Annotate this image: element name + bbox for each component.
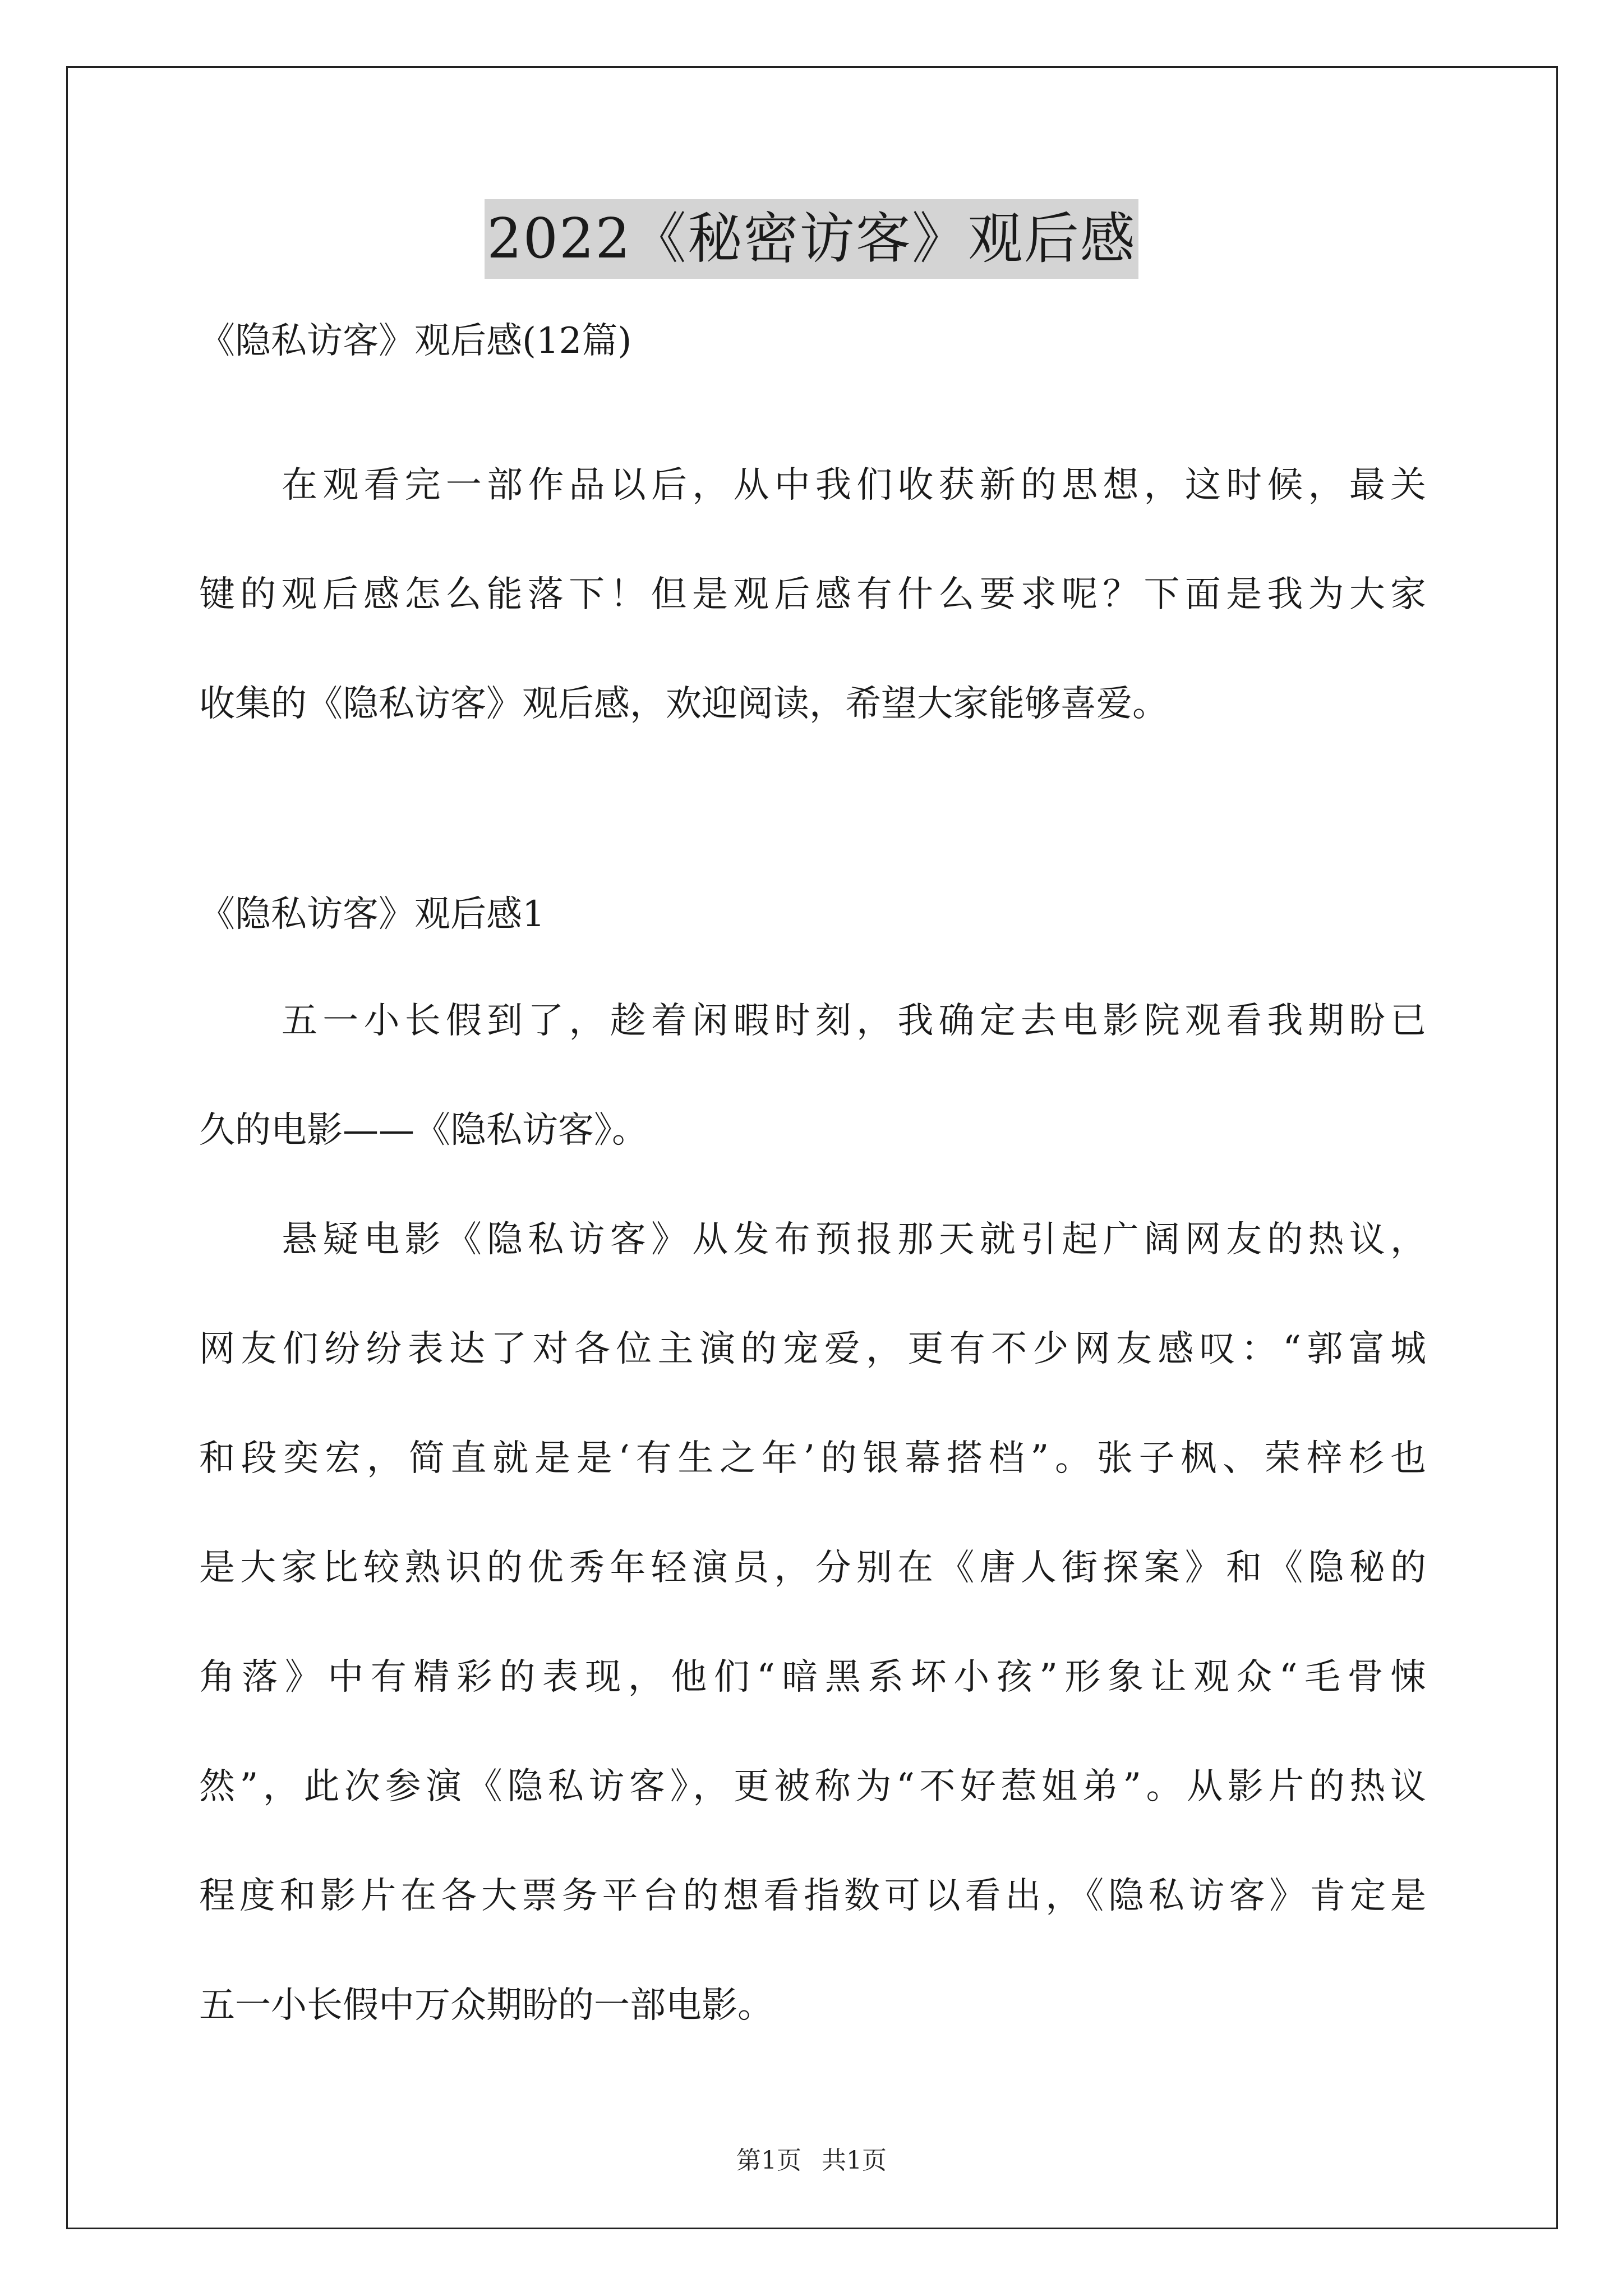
intro-line: 键的观后感怎么能落下！但是观后感有什么要求呢？下面是我为大家	[199, 574, 1426, 615]
paragraph-line: 悬疑电影《隐私访客》从发布预报那天就引起广阔网友的热议，	[282, 1219, 1426, 1260]
intro-line: 收集的《隐私访客》观后感，欢迎阅读，希望大家能够喜爱。	[199, 683, 1168, 725]
title-container	[0, 199, 1623, 279]
paragraph-line: 是大家比较熟识的优秀年轻演员，分别在《唐人街探案》和《隐秘的	[199, 1547, 1426, 1589]
paragraph-line: 角落》中有精彩的表现，他们“暗黑系坏小孩”形象让观众“毛骨悚	[199, 1657, 1426, 1698]
intro-line: 在观看完一部作品以后，从中我们收获新的思想，这时候，最关	[282, 464, 1426, 506]
paragraph-line: 和段奕宏，简直就是是‘有生之年’的银幕搭档”。张子枫、荣梓杉也	[199, 1438, 1426, 1479]
paragraph-line: 网友们纷纷表达了对各位主演的宠爱，更有不少网友感叹：“郭富城	[199, 1328, 1426, 1370]
document-subtitle: 《隐私访客》观后感(12篇)	[199, 320, 632, 362]
paragraph-line: 五一小长假到了，趁着闲暇时刻，我确定去电影院观看我期盼已	[282, 1000, 1426, 1042]
paragraph-line: 然”，此次参演《隐私访客》，更被称为“不好惹姐弟”。从影片的热议	[199, 1766, 1426, 1807]
paragraph-line: 久的电影——《隐私访客》。	[199, 1110, 648, 1151]
paragraph-line: 程度和影片在各大票务平台的想看指数可以看出，《隐私访客》肯定是	[199, 1875, 1426, 1917]
paragraph-line: 五一小长假中万众期盼的一部电影。	[199, 1985, 773, 2026]
page-number: 第1页	[736, 2146, 801, 2175]
page-footer	[0, 2145, 1623, 2177]
page-count: 共1页	[822, 2146, 887, 2175]
document-title: 2022《秘密访客》观后感	[485, 199, 1138, 279]
section-heading: 《隐私访客》观后感1	[199, 894, 545, 935]
